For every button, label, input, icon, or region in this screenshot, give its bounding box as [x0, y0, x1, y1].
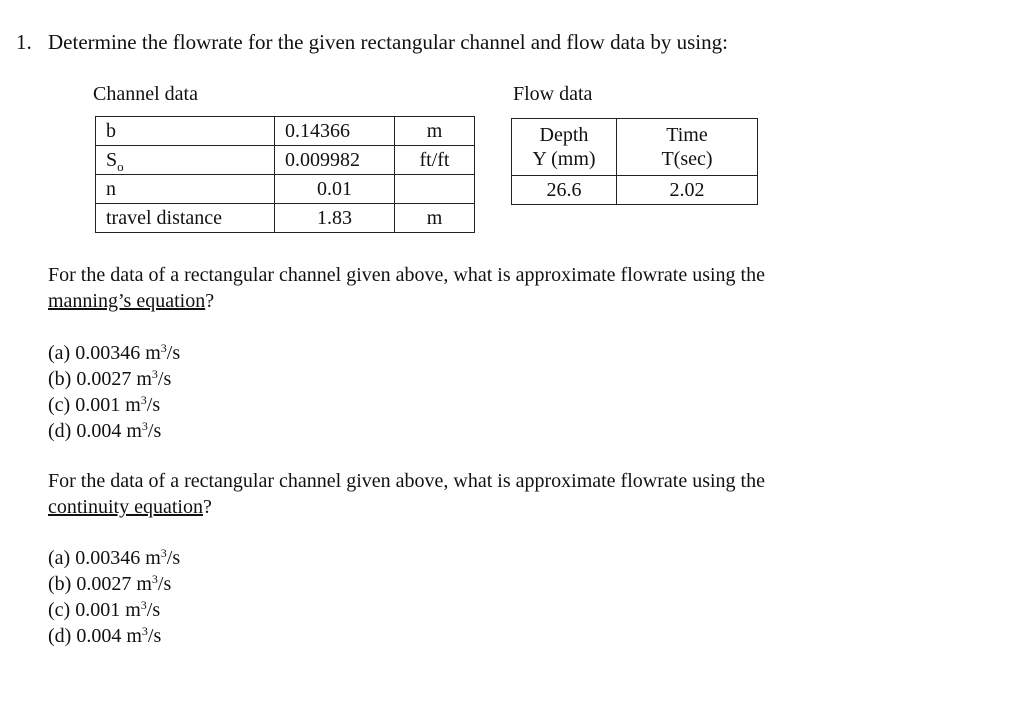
row-value: 0.14366: [275, 117, 395, 146]
row-name: travel distance: [96, 204, 275, 233]
option-c: (c) 0.001 $m^3/s$: [48, 393, 161, 416]
option-b: (b) 0.0027 $m^3/s$: [48, 572, 172, 595]
header-cell: Time T(sec): [617, 119, 758, 176]
row-unit: [395, 175, 475, 204]
table-row: [96, 175, 475, 204]
option-a: (a) 0.00346 $m^3/s$: [48, 546, 181, 569]
value-cell: 2.02: [617, 176, 758, 205]
flow-data-label: Flow data: [513, 83, 593, 105]
channel-data-table: [95, 116, 475, 233]
row-unit: ft/ft: [395, 146, 475, 175]
part1-options: [48, 340, 180, 444]
question-number: 1.: [16, 30, 32, 54]
row-name: n: [96, 175, 275, 204]
channel-data-label: Channel data: [93, 83, 198, 105]
option-b: (b) 0.0027 $m^3/s$: [48, 367, 172, 390]
row-unit: m: [395, 117, 475, 146]
row-name: $S_o$: [96, 146, 275, 175]
part1-question: For the data of a rectangular channel given above, what is approximate flowrate using the manning’s equation?: [48, 264, 765, 312]
table-row: [512, 119, 758, 176]
value-cell: 26.6: [512, 176, 617, 205]
part2-method: continuity equation: [48, 496, 203, 518]
option-c: (c) 0.001 $m^3/s$: [48, 598, 161, 621]
table-row: [96, 204, 475, 233]
row-value: 0.01: [275, 175, 395, 204]
option-d: (d) 0.004 $m^3/s$: [48, 624, 162, 647]
row-value: 0.009982: [275, 146, 395, 175]
part1-method: manning’s equation: [48, 290, 206, 312]
flow-data-table: [511, 118, 758, 205]
row-value: 1.83: [275, 204, 395, 233]
option-d: (d) 0.004 $m^3/s$: [48, 419, 162, 442]
option-a: (a) 0.00346 $m^3/s$: [48, 341, 181, 364]
row-name: b: [96, 117, 275, 146]
table-row: [512, 176, 758, 205]
part2-options: [48, 545, 180, 649]
header-cell: Depth Y (mm): [512, 119, 617, 176]
row-unit: m: [395, 204, 475, 233]
question-title: [16, 30, 728, 55]
table-row: [96, 117, 475, 146]
table-row: [96, 146, 475, 175]
part2-question: For the data of a rectangular channel given above, what is approximate flowrate using the continuity equation?: [48, 470, 765, 518]
question-text: Determine the flowrate for the given rectangular channel and flow data by using:: [48, 30, 728, 54]
